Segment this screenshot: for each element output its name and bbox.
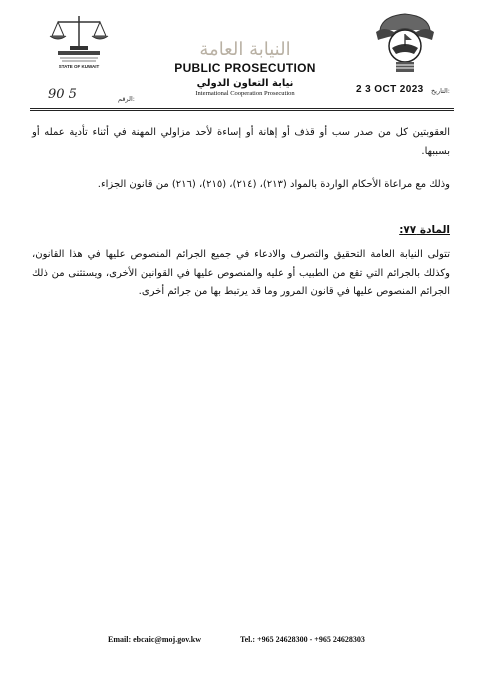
justice-scales-logo [44,10,114,70]
reference-number: 90 5 [48,87,77,102]
icp-arabic-title: نيابة التعاون الدولي [196,78,294,89]
footer-email: Email: ebcaic@moj.gov.kw [108,635,201,644]
header-divider-secondary [30,110,454,111]
date-value: 2 3 OCT 2023 [356,84,424,95]
header-title-block [170,40,320,97]
calligraphy-title: النيابة العامة [199,39,291,60]
paragraph-2: وذلك مع مراعاة الأحكام الواردة بالمواد (٢١٣)، (٢١٤)، (٢١٥)، (٢١٦) من قانون الجزاء. [97,179,450,190]
paragraph-1: العقوبتين كل من صدر سب أو قذف أو إهانة أو إساءة لأحد مزاولي المهنة في أثناء تأدية عمله أو بسببها. [32,127,450,157]
reference-label: :الرقم [118,95,135,103]
reference-field [30,87,135,108]
public-prosecution-title: PUBLIC PROSECUTION [174,61,316,75]
footer-telephone: Tel.: +965 24628300 - +965 24628303 [240,635,365,644]
date-label: :التاريخ [430,87,450,95]
logo-caption: STATE OF KUWAIT [58,64,100,69]
kuwait-emblem-icon [374,10,436,76]
icp-english-title: International Cooperation Prosecution [195,90,295,97]
header-divider [30,108,454,109]
date-field [300,84,450,100]
article-heading: المادة ٧٧: [399,224,450,236]
paragraph-3: تتولى النيابة العامة التحقيق والتصرف والادعاء في جميع الجرائم المنصوص عليها في هذا القانون، وكذلك بالجرائم التي تقع من الطبيب أو عليه والمنصوص عليها في القوانين الأخرى، ويستثنى من ذلك الجرائم المنصوص عليها في قانون المرور وما قد يرتبط بها من جرائم أخرى. [32,249,450,297]
